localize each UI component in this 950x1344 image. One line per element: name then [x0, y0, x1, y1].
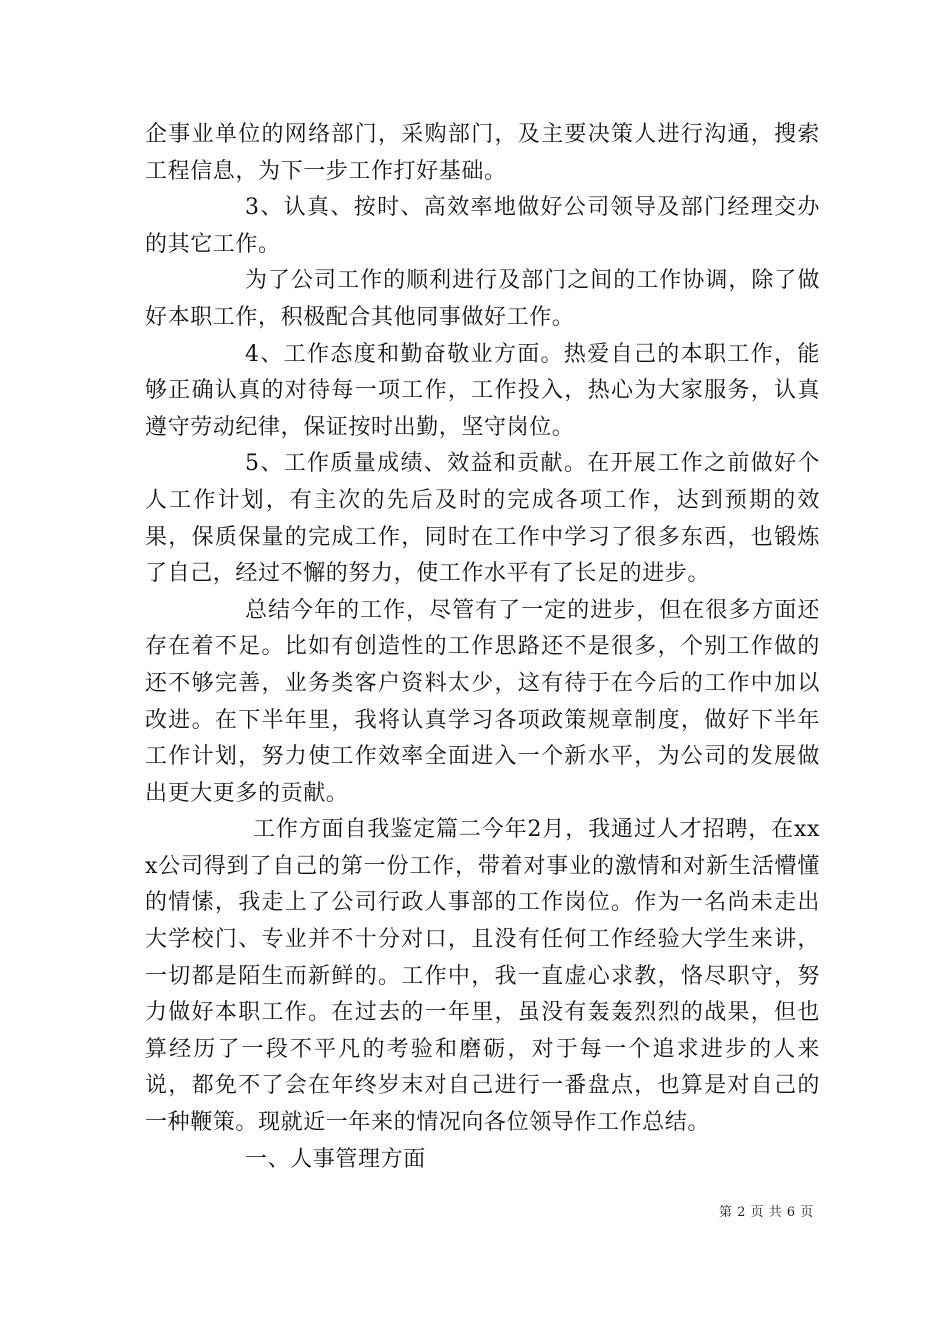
paragraph-item-3: 3、认真、按时、高效率地做好公司领导及部门经理交办的其它工作。 [145, 195, 820, 257]
document-body [145, 117, 820, 1178]
paragraph-item-5: 5、工作质量成绩、效益和贡献。在开展工作之前做好个人工作计划，有主次的先后及时的完成各项工作，达到预期的效果，保质保量的完成工作，同时在工作中学习了很多东西，也锻炼了自己，经过不懈的努力，使工作水平有了长足的进步。 [145, 451, 820, 587]
paragraph-cooperation: 为了公司工作的顺利进行及部门之间的工作协调，除了做好本职工作，积极配合其他同事做好工作。 [145, 268, 820, 330]
paragraph-continuation: 企事业单位的网络部门，采购部门，及主要决策人进行沟通，搜索工程信息，为下一步工作打好基础。 [145, 122, 820, 184]
section-heading-hr: 一、人事管理方面 [245, 1146, 426, 1172]
page-number-footer: 第 2 页 共 6 页 [719, 1205, 814, 1220]
paragraph-part-two: 工作方面自我鉴定篇二今年2月，我通过人才招聘，在xxx公司得到了自己的第一份工作，带着对事业的激情和对新生活懵懂的情愫，我走上了公司行政人事部的工作岗位。作为一名尚未走出大学校门、专业并不十分对口，且没有任何工作经验大学生来讲，一切都是陌生而新鲜的。工作中，我一直虚心求教，恪尽职守，努力做好本职工作。在过去的一年里，虽没有轰轰烈烈的战果，但也算经历了一段不平凡的考验和磨砺，对于每一个追求进步的人来说，都免不了会在年终岁末对自己进行一番盘点，也算是对自己的一种鞭策。现就近一年来的情况向各位领导作工作总结。 [145, 817, 820, 1136]
paragraph-summary: 总结今年的工作，尽管有了一定的进步，但在很多方面还存在着不足。比如有创造性的工作思路还不是很多，个别工作做的还不够完善，业务类客户资料太少，这有待于在今后的工作中加以改进。在下半年里，我将认真学习各项政策规章制度，做好下半年工作计划，努力使工作效率全面进入一个新水平，为公司的发展做出更大更多的贡献。 [145, 597, 820, 806]
paragraph-item-4: 4、工作态度和勤奋敬业方面。热爱自己的本职工作，能够正确认真的对待每一项工作，工作投入，热心为大家服务，认真遵守劳动纪律，保证按时出勤，坚守岗位。 [145, 341, 820, 440]
